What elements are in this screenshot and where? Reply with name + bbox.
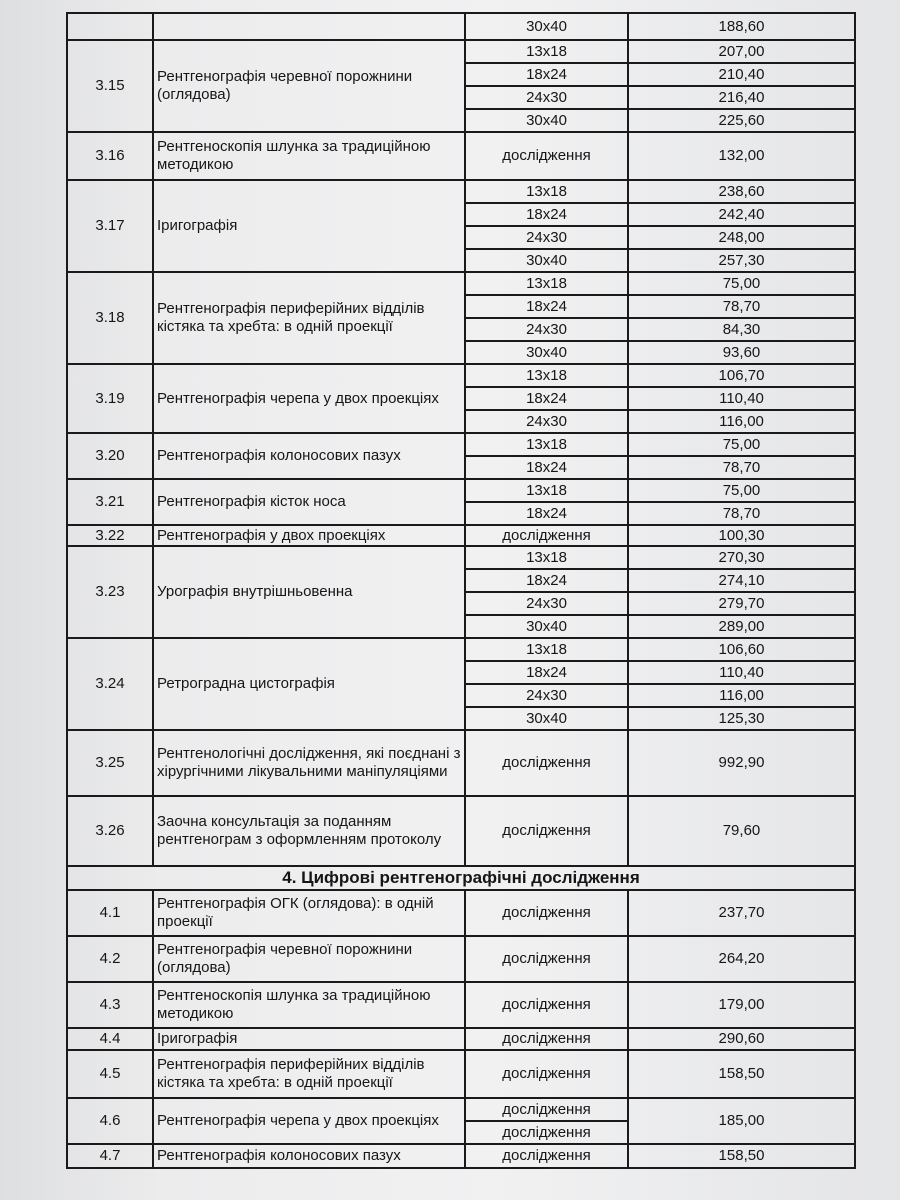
item-name: Іригографія xyxy=(153,180,465,272)
item-price: 207,00 xyxy=(628,40,855,63)
item-format: 24x30 xyxy=(465,226,628,249)
item-price: 210,40 xyxy=(628,63,855,86)
table-row xyxy=(67,936,855,982)
item-name: Рентгеноскопія шлунка за традиційною методикою xyxy=(153,132,465,180)
table-row xyxy=(67,364,855,387)
item-number: 3.20 xyxy=(67,433,153,479)
item-format: 18x24 xyxy=(465,203,628,226)
item-price: 110,40 xyxy=(628,387,855,410)
item-price: 110,40 xyxy=(628,661,855,684)
item-price: 237,70 xyxy=(628,890,855,936)
item-price: 106,60 xyxy=(628,638,855,661)
item-format: 24x30 xyxy=(465,592,628,615)
item-price: 290,60 xyxy=(628,1028,855,1050)
item-format: 24x30 xyxy=(465,684,628,707)
item-price: 75,00 xyxy=(628,479,855,502)
item-format: дослідження xyxy=(465,525,628,546)
item-format: 24x30 xyxy=(465,318,628,341)
item-format: 13x18 xyxy=(465,546,628,569)
item-number: 3.25 xyxy=(67,730,153,796)
price-table xyxy=(66,12,856,1169)
item-price: 274,10 xyxy=(628,569,855,592)
table-row xyxy=(67,546,855,569)
item-price: 179,00 xyxy=(628,982,855,1028)
item-format: 13x18 xyxy=(465,272,628,295)
item-price: 75,00 xyxy=(628,272,855,295)
item-price: 100,30 xyxy=(628,525,855,546)
table-row xyxy=(67,433,855,456)
item-number: 3.21 xyxy=(67,479,153,525)
item-format: 13x18 xyxy=(465,433,628,456)
section-row xyxy=(67,866,855,890)
item-number: 3.26 xyxy=(67,796,153,866)
table-row xyxy=(67,132,855,180)
item-format: 18x24 xyxy=(465,63,628,86)
table-row xyxy=(67,525,855,546)
item-number: 3.16 xyxy=(67,132,153,180)
item-format: 24x30 xyxy=(465,410,628,433)
item-name: Рентгенографія черепа у двох проекціях xyxy=(153,1098,465,1144)
table-row xyxy=(67,890,855,936)
item-price: 264,20 xyxy=(628,936,855,982)
item-name: Рентгенографія черевної порожнини (оглядова) xyxy=(153,936,465,982)
item-number: 4.3 xyxy=(67,982,153,1028)
item-price: 78,70 xyxy=(628,456,855,479)
item-number: 3.15 xyxy=(67,40,153,132)
item-price: 75,00 xyxy=(628,433,855,456)
item-format: дослідження xyxy=(465,982,628,1028)
item-format: 30x40 xyxy=(465,109,628,132)
item-format: дослідження xyxy=(465,1028,628,1050)
item-price: 279,70 xyxy=(628,592,855,615)
item-format: 30x40 xyxy=(465,249,628,272)
item-price: 185,00 xyxy=(628,1098,855,1144)
item-name: Рентгенографія черепа у двох проекціях xyxy=(153,364,465,433)
item-format: 18x24 xyxy=(465,456,628,479)
item-price: 248,00 xyxy=(628,226,855,249)
item-name: Урографія внутрішньовенна xyxy=(153,546,465,638)
item-name: Рентгенологічні дослідження, які поєднані з хірургічними лікувальними маніпуляціями xyxy=(153,730,465,796)
item-price: 242,40 xyxy=(628,203,855,226)
table-row xyxy=(67,730,855,796)
item-format: 30x40 xyxy=(465,341,628,364)
item-name: Рентгенографія периферійних відділів кістяка та хребта: в одній проекції xyxy=(153,272,465,364)
item-number: 3.23 xyxy=(67,546,153,638)
item-name: Рентгенографія у двох проекціях xyxy=(153,525,465,546)
item-number: 3.18 xyxy=(67,272,153,364)
item-format: 13x18 xyxy=(465,40,628,63)
item-format: 13x18 xyxy=(465,180,628,203)
item-format: 18x24 xyxy=(465,661,628,684)
table-row xyxy=(67,1144,855,1168)
item-format: дослідження xyxy=(465,796,628,866)
table-row xyxy=(67,1098,855,1121)
item-name: Рентгенографія кісток носа xyxy=(153,479,465,525)
item-price: 116,00 xyxy=(628,684,855,707)
item-format: дослідження xyxy=(465,1144,628,1168)
item-unit: дослідження xyxy=(465,1098,628,1121)
item-name: Рентгенографія периферійних відділів кістяка та хребта: в одній проекції xyxy=(153,1050,465,1098)
item-name: Рентгенографія ОГК (оглядова): в одній проекції xyxy=(153,890,465,936)
table-row xyxy=(67,982,855,1028)
item-number: 3.24 xyxy=(67,638,153,730)
item-price: 188,60 xyxy=(628,13,855,40)
item-format: дослідження xyxy=(465,936,628,982)
item-price: 93,60 xyxy=(628,341,855,364)
item-unit: дослідження xyxy=(465,1121,628,1144)
item-number xyxy=(67,13,153,40)
item-name: Рентгенографія черевної порожнини (оглядова) xyxy=(153,40,465,132)
item-format: 18x24 xyxy=(465,295,628,318)
item-number: 4.7 xyxy=(67,1144,153,1168)
item-format: дослідження xyxy=(465,132,628,180)
item-format: 30x40 xyxy=(465,707,628,730)
item-price: 125,30 xyxy=(628,707,855,730)
item-format: 18x24 xyxy=(465,387,628,410)
item-format: 13x18 xyxy=(465,364,628,387)
item-price: 225,60 xyxy=(628,109,855,132)
table-row xyxy=(67,180,855,203)
item-number: 3.17 xyxy=(67,180,153,272)
item-name xyxy=(153,13,465,40)
item-price: 158,50 xyxy=(628,1050,855,1098)
table-row xyxy=(67,479,855,502)
item-number: 4.1 xyxy=(67,890,153,936)
table-row xyxy=(67,796,855,866)
item-format: 13x18 xyxy=(465,479,628,502)
item-price: 106,70 xyxy=(628,364,855,387)
item-name: Іригографія xyxy=(153,1028,465,1050)
item-price: 78,70 xyxy=(628,502,855,525)
item-number: 4.2 xyxy=(67,936,153,982)
item-format: дослідження xyxy=(465,730,628,796)
item-price: 992,90 xyxy=(628,730,855,796)
item-format: 18x24 xyxy=(465,569,628,592)
item-format: дослідження xyxy=(465,1050,628,1098)
table-row xyxy=(67,40,855,63)
item-number: 3.22 xyxy=(67,525,153,546)
item-price: 270,30 xyxy=(628,546,855,569)
item-price: 238,60 xyxy=(628,180,855,203)
item-number: 4.4 xyxy=(67,1028,153,1050)
table-row xyxy=(67,1028,855,1050)
item-price: 158,50 xyxy=(628,1144,855,1168)
item-name: Рентгенографія колоносових пазух xyxy=(153,1144,465,1168)
item-number: 3.19 xyxy=(67,364,153,433)
item-price: 79,60 xyxy=(628,796,855,866)
item-price: 78,70 xyxy=(628,295,855,318)
item-name: Рентгеноскопія шлунка за традиційною методикою xyxy=(153,982,465,1028)
item-price: 132,00 xyxy=(628,132,855,180)
item-name: Заочна консультація за поданням рентгенограм з оформленням протоколу xyxy=(153,796,465,866)
item-price: 116,00 xyxy=(628,410,855,433)
item-name: Рентгенографія колоносових пазух xyxy=(153,433,465,479)
section-heading: 4. Цифрові рентгенографічні дослідження xyxy=(67,866,855,890)
item-price: 216,40 xyxy=(628,86,855,109)
item-format: 30x40 xyxy=(465,13,628,40)
item-format: 30x40 xyxy=(465,615,628,638)
table-row xyxy=(67,638,855,661)
item-format: 18x24 xyxy=(465,502,628,525)
item-number: 4.6 xyxy=(67,1098,153,1144)
table-row xyxy=(67,13,855,40)
item-name: Ретроградна цистографія xyxy=(153,638,465,730)
item-format: дослідження xyxy=(465,890,628,936)
table-row xyxy=(67,272,855,295)
item-price: 84,30 xyxy=(628,318,855,341)
item-format: 24x30 xyxy=(465,86,628,109)
item-format: 13x18 xyxy=(465,638,628,661)
item-price: 257,30 xyxy=(628,249,855,272)
table-row xyxy=(67,1050,855,1098)
item-number: 4.5 xyxy=(67,1050,153,1098)
item-price: 289,00 xyxy=(628,615,855,638)
